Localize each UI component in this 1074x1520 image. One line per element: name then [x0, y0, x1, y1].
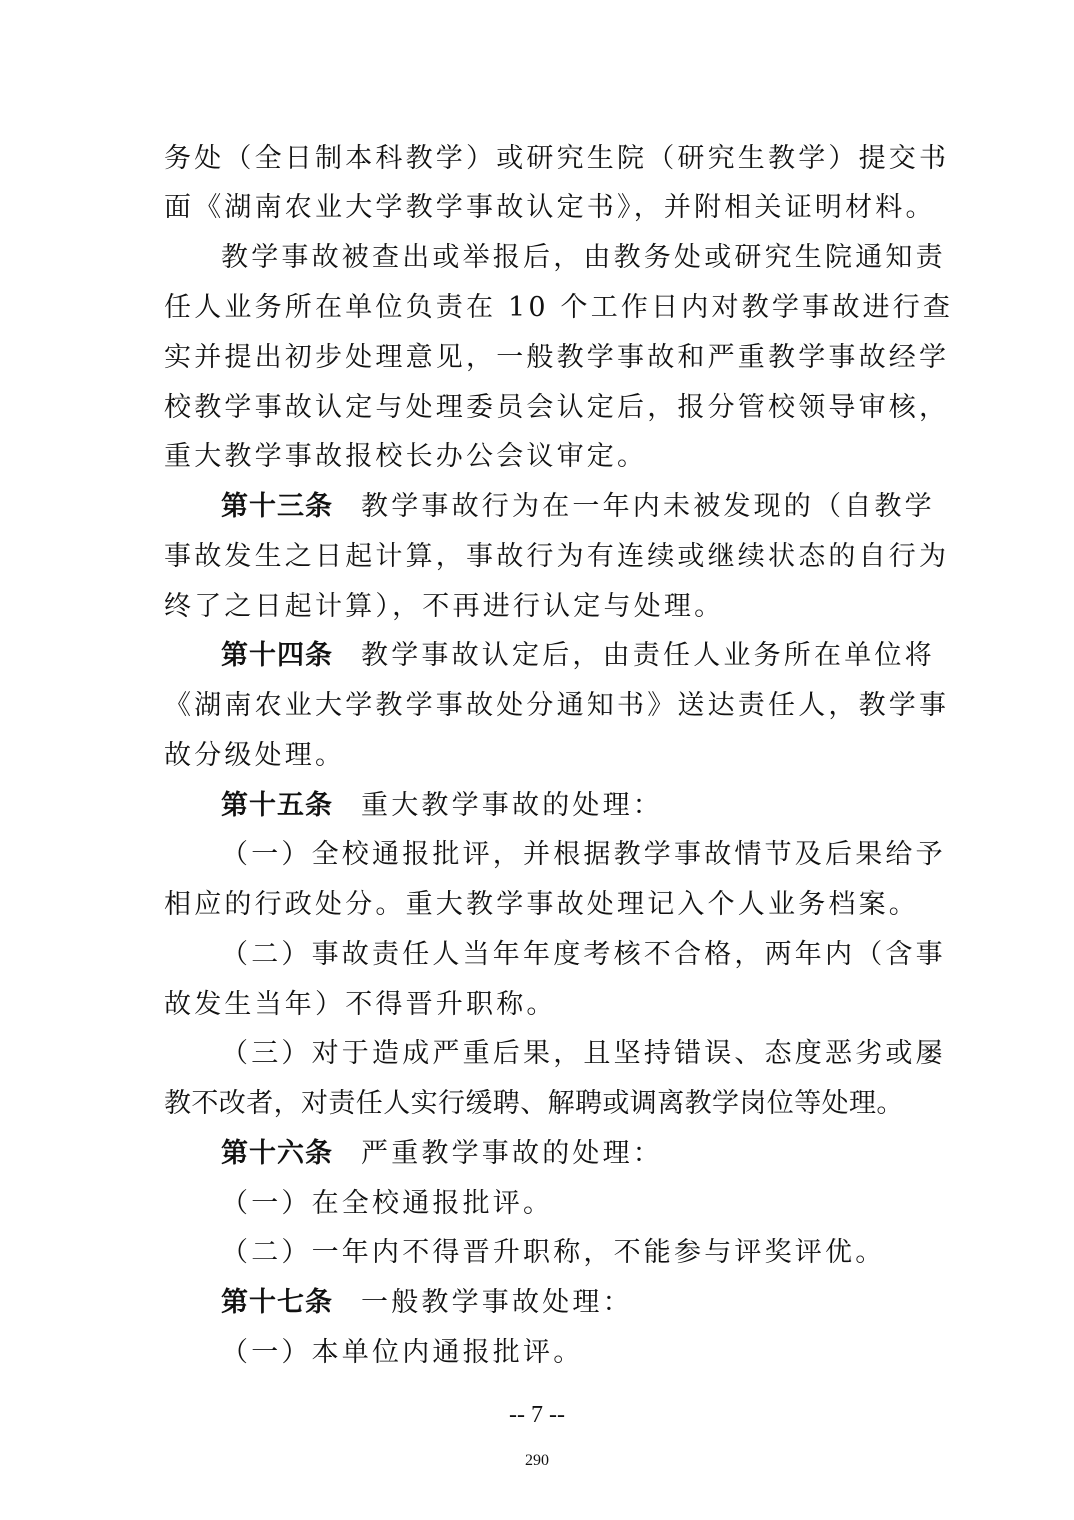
paragraph-line: （二）事故责任人当年年度考核不合格，两年内（含事 [221, 939, 946, 970]
paragraph-line: 实并提出初步处理意见，一般教学事故和严重教学事故经学 [164, 342, 950, 373]
paragraph-line: 故发生当年）不得晋升职称。 [164, 989, 557, 1020]
article-heading: 第十六条 [221, 1138, 333, 1169]
article-heading: 第十四条 [221, 640, 333, 671]
article-17-line: 第十七条 一般教学事故处理： [221, 1287, 633, 1318]
paragraph-line: 教不改者，对责任人实行缓聘、解聘或调离教学岗位等处理。 [164, 1088, 904, 1119]
paragraph-line: 事故发生之日起计算，事故行为有连续或继续状态的自行为 [164, 541, 950, 572]
paragraph-line: （二）一年内不得晋升职称，不能参与评奖评优。 [221, 1237, 886, 1268]
paragraph-line: 任人业务所在单位负责在 10 个工作日内对教学事故进行查 [164, 292, 954, 323]
article-16-line: 第十六条 严重教学事故的处理： [221, 1138, 663, 1169]
article-heading: 第十三条 [221, 491, 333, 522]
paragraph-line: （一）全校通报批评，并根据教学事故情节及后果给予 [221, 839, 946, 870]
paragraph-line: 故分级处理。 [164, 740, 346, 771]
paragraph-line: 务处（全日制本科教学）或研究生院（研究生教学）提交书 [164, 143, 950, 174]
page-number: -- 7 -- [509, 1402, 565, 1428]
paragraph-line: 重大教学事故报校长办公会议审定。 [164, 441, 648, 472]
article-14-line: 第十四条 教学事故认定后，由责任人业务所在单位将 [221, 640, 935, 671]
paragraph-line: 教学事故被查出或举报后，由教务处或研究生院通知责 [221, 242, 946, 273]
paragraph-line: （三）对于造成严重后果，且坚持错误、态度恶劣或屡 [221, 1038, 946, 1069]
article-15-line: 第十五条 重大教学事故的处理： [221, 790, 663, 821]
paragraph-line: （一）在全校通报批评。 [221, 1188, 554, 1219]
article-heading: 第十七条 [221, 1287, 333, 1318]
paragraph-line: 校教学事故认定与处理委员会认定后，报分管校领导审核， [164, 392, 950, 423]
paragraph-line: 面《湖南农业大学教学事故认定书》，并附相关证明材料。 [164, 192, 936, 223]
paragraph-line: 终了之日起计算），不再进行认定与处理。 [164, 591, 725, 622]
archive-page-number: 290 [525, 1452, 549, 1469]
paragraph-line: （一）本单位内通报批评。 [221, 1337, 584, 1368]
paragraph-line: 《湖南农业大学教学事故处分通知书》送达责任人，教学事 [164, 690, 950, 721]
article-heading: 第十五条 [221, 790, 333, 821]
article-13-line: 第十三条 教学事故行为在一年内未被发现的（自教学 [221, 491, 935, 522]
paragraph-line: 相应的行政处分。重大教学事故处理记入个人业务档案。 [164, 889, 919, 920]
